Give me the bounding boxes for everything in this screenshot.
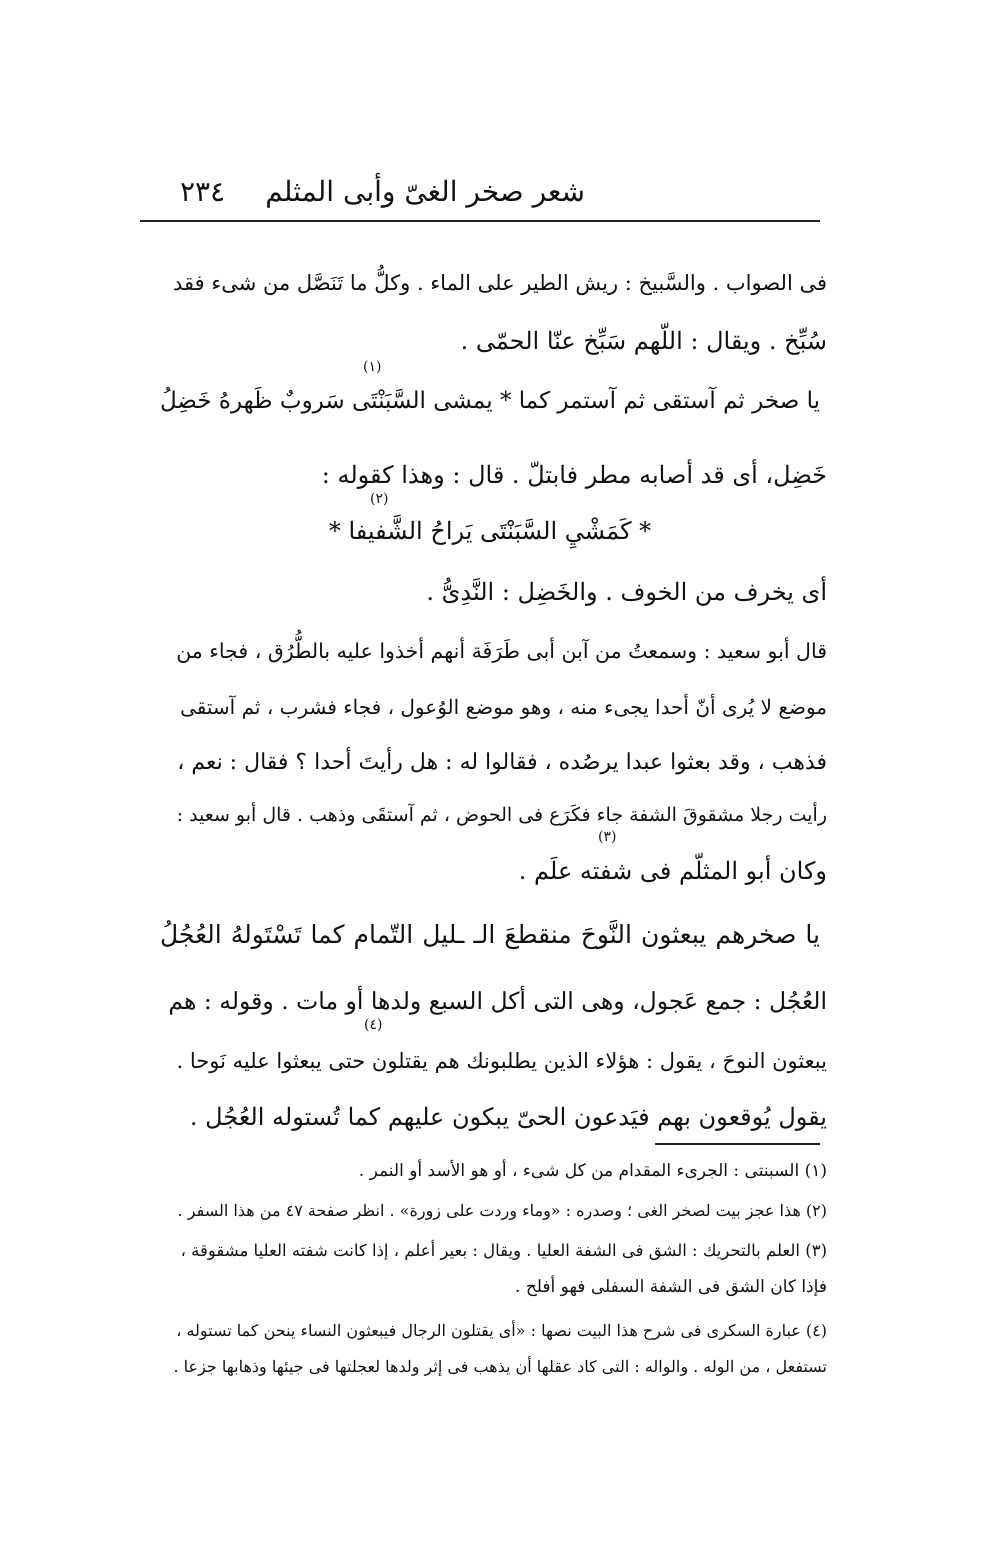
footnote-marker-3: (٣) — [598, 829, 617, 845]
text-line: يقول يُوقعون بهم فيَدعون الحىّ يبكون عليهم كما تُستوله العُجُل . — [189, 1103, 827, 1131]
text-line: قال أبو سعيد : وسمعتُ من آبن أبى طَرَفَة أنهم أخذوا عليه بالطُّرُق ، فجاء من — [176, 639, 827, 663]
verse-line: يا صخر ثم آستقى ثم آستمر كما * يمشى السَّبَنْتَى سَروبٌ ظَهرهُ خَضِلُ — [160, 388, 820, 414]
page-number: ٢٣٤ — [180, 175, 226, 208]
text-line: موضع لا يُرى أنّ أحدا يجىء منه ، وهو موضع الوُعول ، فجاء فشرب ، ثم آستقى — [180, 695, 827, 719]
footnote-1: (١) السبنتى : الجرىء المقدام من كل شىء ، أو هو الأسد أو النمر . — [358, 1161, 827, 1181]
footnote-3-cont: فإذا كان الشق فى الشفة السفلى فهو أفلح . — [515, 1277, 827, 1297]
footnote-marker-2: (٢) — [370, 491, 389, 507]
footnote-3: (٣) العلم بالتحريك : الشق فى الشفة العليا . ويقال : بعير أعلم ، إذا كانت شفته العليا مشقوقة ، — [180, 1241, 827, 1260]
footnote-2: (٢) هذا عجز بيت لصخر الغى ؛ وصدره : «وماء وردت على زورة» . انظر صفحة ٤٧ من هذا السفر . — [177, 1201, 827, 1220]
text-line: فذهب ، وقد بعثوا عبدا يرصُده ، فقالوا له : هل رأيتَ أحدا ؟ فقال : نعم ، — [177, 750, 827, 775]
text-line: رأيت رجلا مشقوقَ الشفة جاء فكَرَع فى الحوض ، ثم آستقَى وذهب . قال أبو سعيد : — [176, 804, 827, 826]
footnote-marker-4: (٤) — [364, 1017, 383, 1033]
text-line: يبعثون النوحَ ، يقول : هؤلاء الذين يطلبونك هم يقتلون حتى يبعثوا عليه نَوحا . — [176, 1049, 827, 1073]
running-title: شعر صخر الغىّ وأبى المثلم — [265, 175, 585, 208]
footnote-marker-1: (١) — [363, 359, 382, 375]
page-header — [140, 175, 820, 215]
text-line: وكان أبو المثلّم فى شفته علَم . — [518, 857, 827, 885]
text-line: أى يخرف من الخوف . والخَضِل : النَّدِىُّ . — [426, 578, 827, 606]
verse-line: يا صخرهم يبعثون النَّوحَ منقطعَ الـ ـليل التّمام كما تَسْتَولهُ العُجُلُ — [160, 920, 820, 949]
footnote-4: (٤) عبارة السكرى فى شرح هذا البيت نصها : «أى يقتلون الرجال فيبعثون النساء ينحن كما تستوله ، — [176, 1321, 827, 1340]
footnote-rule — [655, 1143, 820, 1145]
footnote-4-cont: تستفعل ، من الوله . والواله : التى كاد عقلها أن يذهب فى إثر ولدها لعجلتها فى جيئها وذهابها جزعا . — [173, 1357, 827, 1376]
text-line: فى الصواب . والسَّبيخ : ريش الطير على الماء . وكلُّ ما تَنَصَّل من شىء فقد — [173, 271, 827, 295]
text-line: سُبِّخ . ويقال : اللّهم سَبِّخ عنّا الحمّى . — [460, 327, 827, 355]
text-line: خَضِل، أى قد أصابه مطر فابتلّ . قال : وهذا كقوله : — [321, 461, 827, 489]
hemistich-line: * كَمَشْيِ السَّبَنْتَى يَراحُ الشَّفيفا * — [328, 517, 652, 545]
text-line: العُجُل : جمع عَجول، وهى التى أكل السبع ولدها أو مات . وقوله : هم — [168, 987, 827, 1015]
header-rule — [140, 220, 820, 222]
